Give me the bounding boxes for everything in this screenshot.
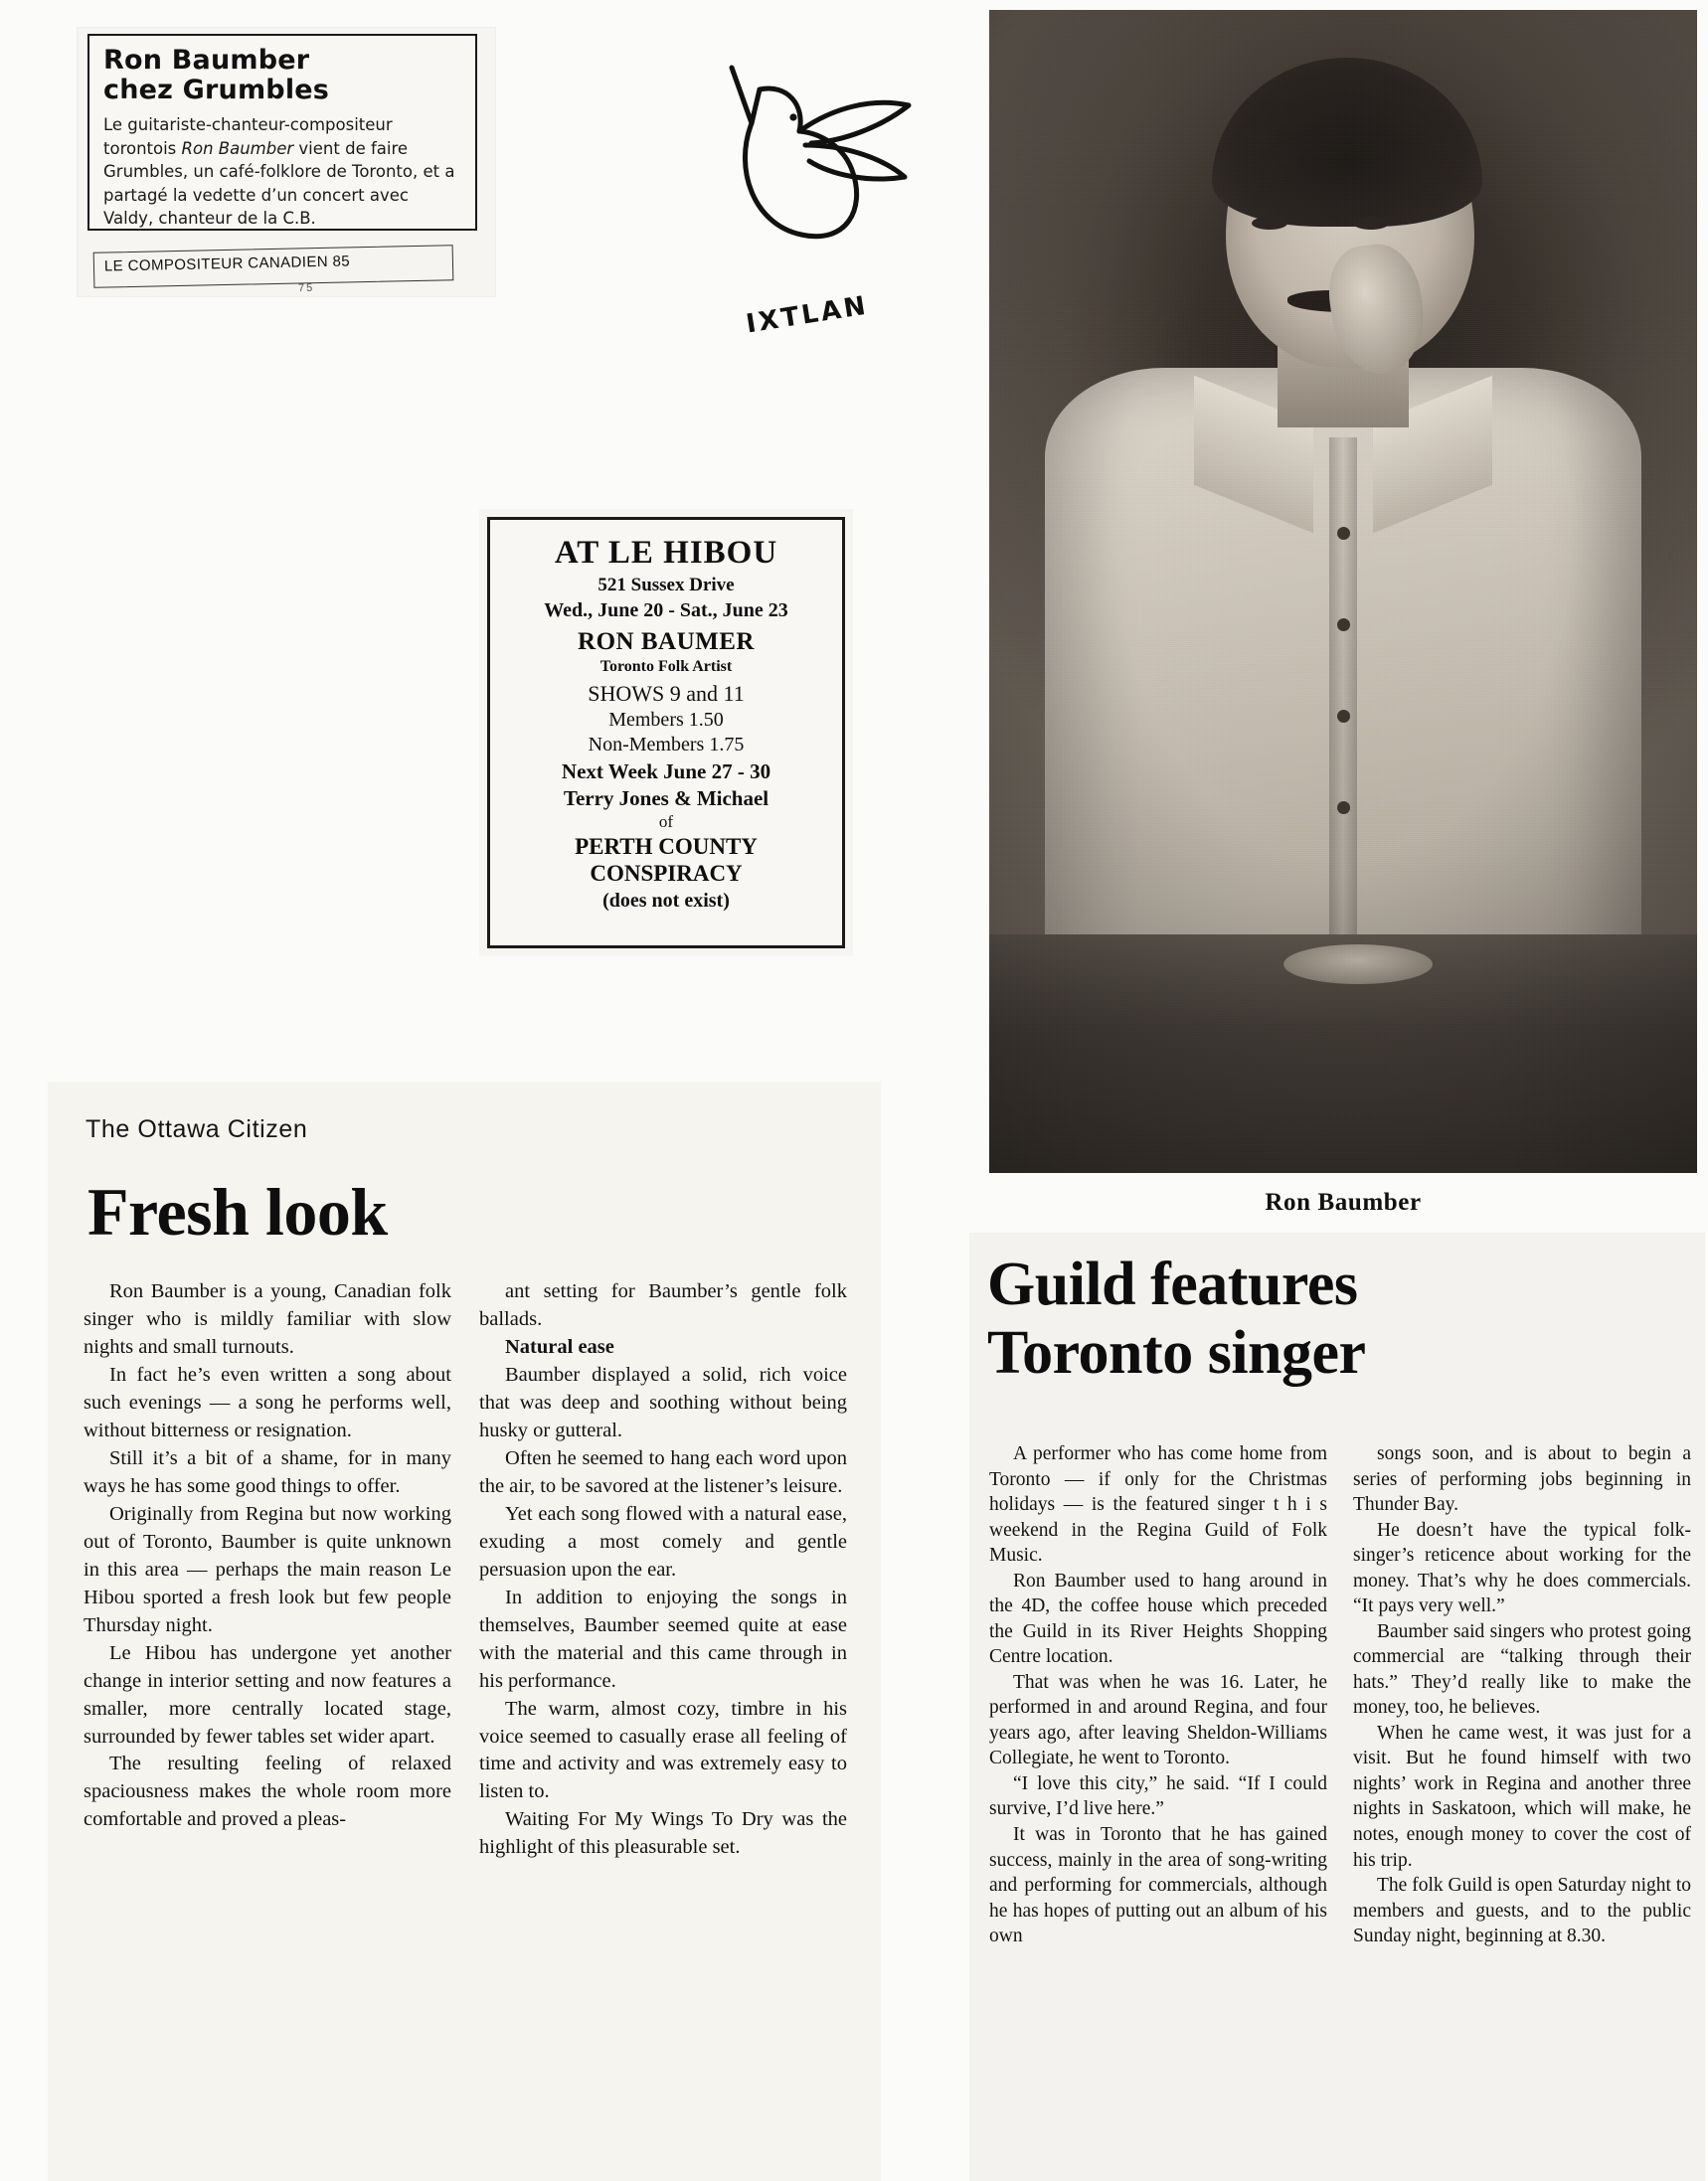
paragraph: It was in Toronto that he has gained success, mainly in the area of song-writing and performing for commercials, although he has hopes of putting out an album of his own [989, 1823, 1327, 1947]
guild-headline [987, 1251, 1689, 1389]
paragraph: In fact he’s even written a song about such evenings — a song he performs well, without bitterness or resignation. [84, 1363, 451, 1441]
ad-group-line1: PERTH COUNTY [575, 834, 758, 860]
paragraph: songs soon, and is about to begin a series of performing jobs beginning in Thunder Bay. [1353, 1443, 1691, 1516]
ad-members-price: Members 1.50 [608, 709, 724, 732]
guild-column-1 [989, 1441, 1327, 1949]
grumbles-title-line2: chez Grumbles [103, 75, 330, 106]
grumbles-source-box [93, 245, 454, 288]
photo-vignette [989, 10, 1697, 1173]
clipping-ottawa-citizen [48, 1082, 881, 2181]
ad-next-week: Next Week June 27 - 30 [561, 759, 771, 784]
paragraph: Often he seemed to hang each word upon the air, to be savored at the listener’s leisure. [479, 1446, 847, 1497]
ad-nonmembers-price: Non-Members 1.75 [588, 733, 745, 755]
citizen-headline: Fresh look [87, 1174, 388, 1250]
photo-ron-baumber [989, 10, 1697, 1173]
ad-dates: Wed., June 20 - Sat., June 23 [544, 599, 788, 622]
citizen-columns [84, 1278, 847, 1862]
ixtlan-label: IXTLAN [744, 290, 871, 340]
paragraph: Yet each song flowed with a natural ease, exuding a most comely and gentle persuasion upon the ear. [479, 1502, 847, 1581]
grumbles-artist-name: Ron Baumber [181, 138, 294, 158]
paragraph: That was when he was 16. Later, he performed in and around Regina, and four years ago, after leaving Sheldon-Williams Collegiate, he went to Toronto. [989, 1671, 1327, 1769]
paragraph: Still it’s a bit of a shame, for in many ways he has some good things to offer. [84, 1446, 451, 1497]
grumbles-title-line1: Ron Baumber [103, 45, 310, 76]
grumbles-body-part1: Le guitariste-chanteur-compositeur torontois [103, 115, 393, 158]
ad-address: 521 Sussex Drive [598, 574, 735, 595]
guild-headline-line1: Guild features [987, 1251, 1358, 1318]
paragraph: ant setting for Baumber’s gentle folk ballads. [479, 1280, 847, 1330]
paragraph: The folk Guild is open Saturday night to members and guests, and to the public Sunday night, beginning at 8.30. [1353, 1875, 1691, 1947]
grumbles-title [103, 46, 461, 105]
grumbles-body [103, 113, 461, 230]
guild-headline-line2: Toronto singer [987, 1319, 1366, 1388]
ad-title: AT LE HIBOU [554, 535, 778, 571]
citizen-masthead: The Ottawa Citizen [85, 1115, 308, 1143]
ad-group-line2: CONSPIRACY [590, 861, 743, 887]
grumbles-body-part2: vient de faire Grumbles, un café-folklore de Toronto, et a partagé la vedette d’un concert avec Valdy, chanteur de la C.B. [103, 138, 455, 229]
citizen-column-2 [479, 1278, 847, 1862]
ad-group-note: (does not exist) [602, 890, 730, 913]
paragraph: A performer who has come home from Toronto — if only for the Christmas holidays — is the featured singer t h i s weekend in the Regina Guild of Folk Music. [989, 1443, 1327, 1567]
ad-performer: RON BAUMER [578, 627, 755, 655]
paragraph: In addition to enjoying the songs in themselves, Baumber seemed quite at ease with the material and this came through in his performance. [479, 1586, 847, 1692]
bird-logo-icon [714, 50, 952, 298]
paragraph: Baumber said singers who protest going commercial are “talking through their hats.” They’d really like to make the money, too, he believes. [1353, 1620, 1691, 1719]
ad-of: of [658, 811, 674, 831]
clipping-grumbles [78, 28, 495, 296]
ixtlan-logo [714, 50, 952, 340]
paragraph: Originally from Regina but now working out of Toronto, Baumber is quite unknown in this area — perhaps the main reason Le Hibou sported a fresh look but few people Thursday night. [84, 1502, 451, 1636]
le-hibou-ad-box [487, 517, 845, 948]
paragraph: Ron Baumber used to hang around in the 4D, the coffee house which preceded the Guild in its River Heights Shopping Centre location. [989, 1570, 1327, 1668]
paragraph: The resulting feeling of relaxed spaciousness makes the whole room more comfortable and proved a pleas- [84, 1753, 451, 1831]
clipping-le-hibou-ad [479, 509, 853, 956]
paragraph: “I love this city,” he said. “If I could survive, I’d live here.” [989, 1772, 1327, 1820]
paragraph: The warm, almost cozy, timbre in his voice seemed to casually erase all feeling of time and activity and was extremely easy to listen to. [479, 1697, 847, 1803]
paragraph: He doesn’t have the typical folk-singer’s reticence about working for the money. That’s why he does commercials. “It pays very well.” [1353, 1519, 1691, 1617]
clipping-guild-feature [969, 1233, 1705, 2181]
paragraph: Baumber displayed a solid, rich voice that was deep and soothing without being husky or gutteral. [479, 1363, 847, 1441]
paragraph: Le Hibou has undergone yet another change in interior setting and now features a smaller, more centrally located stage, surrounded by fewer tables set wider apart. [84, 1641, 451, 1748]
guild-column-2 [1353, 1441, 1691, 1949]
ad-next-act: Terry Jones & Michael [563, 786, 769, 811]
photo-caption: Ron Baumber [1265, 1189, 1422, 1216]
citizen-subhead: Natural ease [505, 1335, 614, 1358]
guild-columns [989, 1441, 1691, 1949]
paragraph: Waiting For My Wings To Dry was the highlight of this pleasurable set. [479, 1808, 847, 1859]
ad-performer-subtitle: Toronto Folk Artist [599, 658, 733, 676]
grumbles-source-label: LE COMPOSITEUR CANADIEN 85 [103, 252, 351, 275]
ad-showtimes: SHOWS 9 and 11 [588, 681, 745, 707]
paragraph: When he came west, it was just for a visit. But he found himself with two nights’ work in Regina and another three nights in Saskatoon, which will make, he notes, enough money to cover the cost of his trip. [1353, 1722, 1691, 1871]
paragraph: Ron Baumber is a young, Canadian folk singer who is mildly familiar with slow nights and small turnouts. [84, 1280, 451, 1358]
grumbles-box [87, 34, 477, 231]
grumbles-source-sub: 75 [297, 281, 315, 295]
citizen-column-1 [84, 1278, 451, 1862]
